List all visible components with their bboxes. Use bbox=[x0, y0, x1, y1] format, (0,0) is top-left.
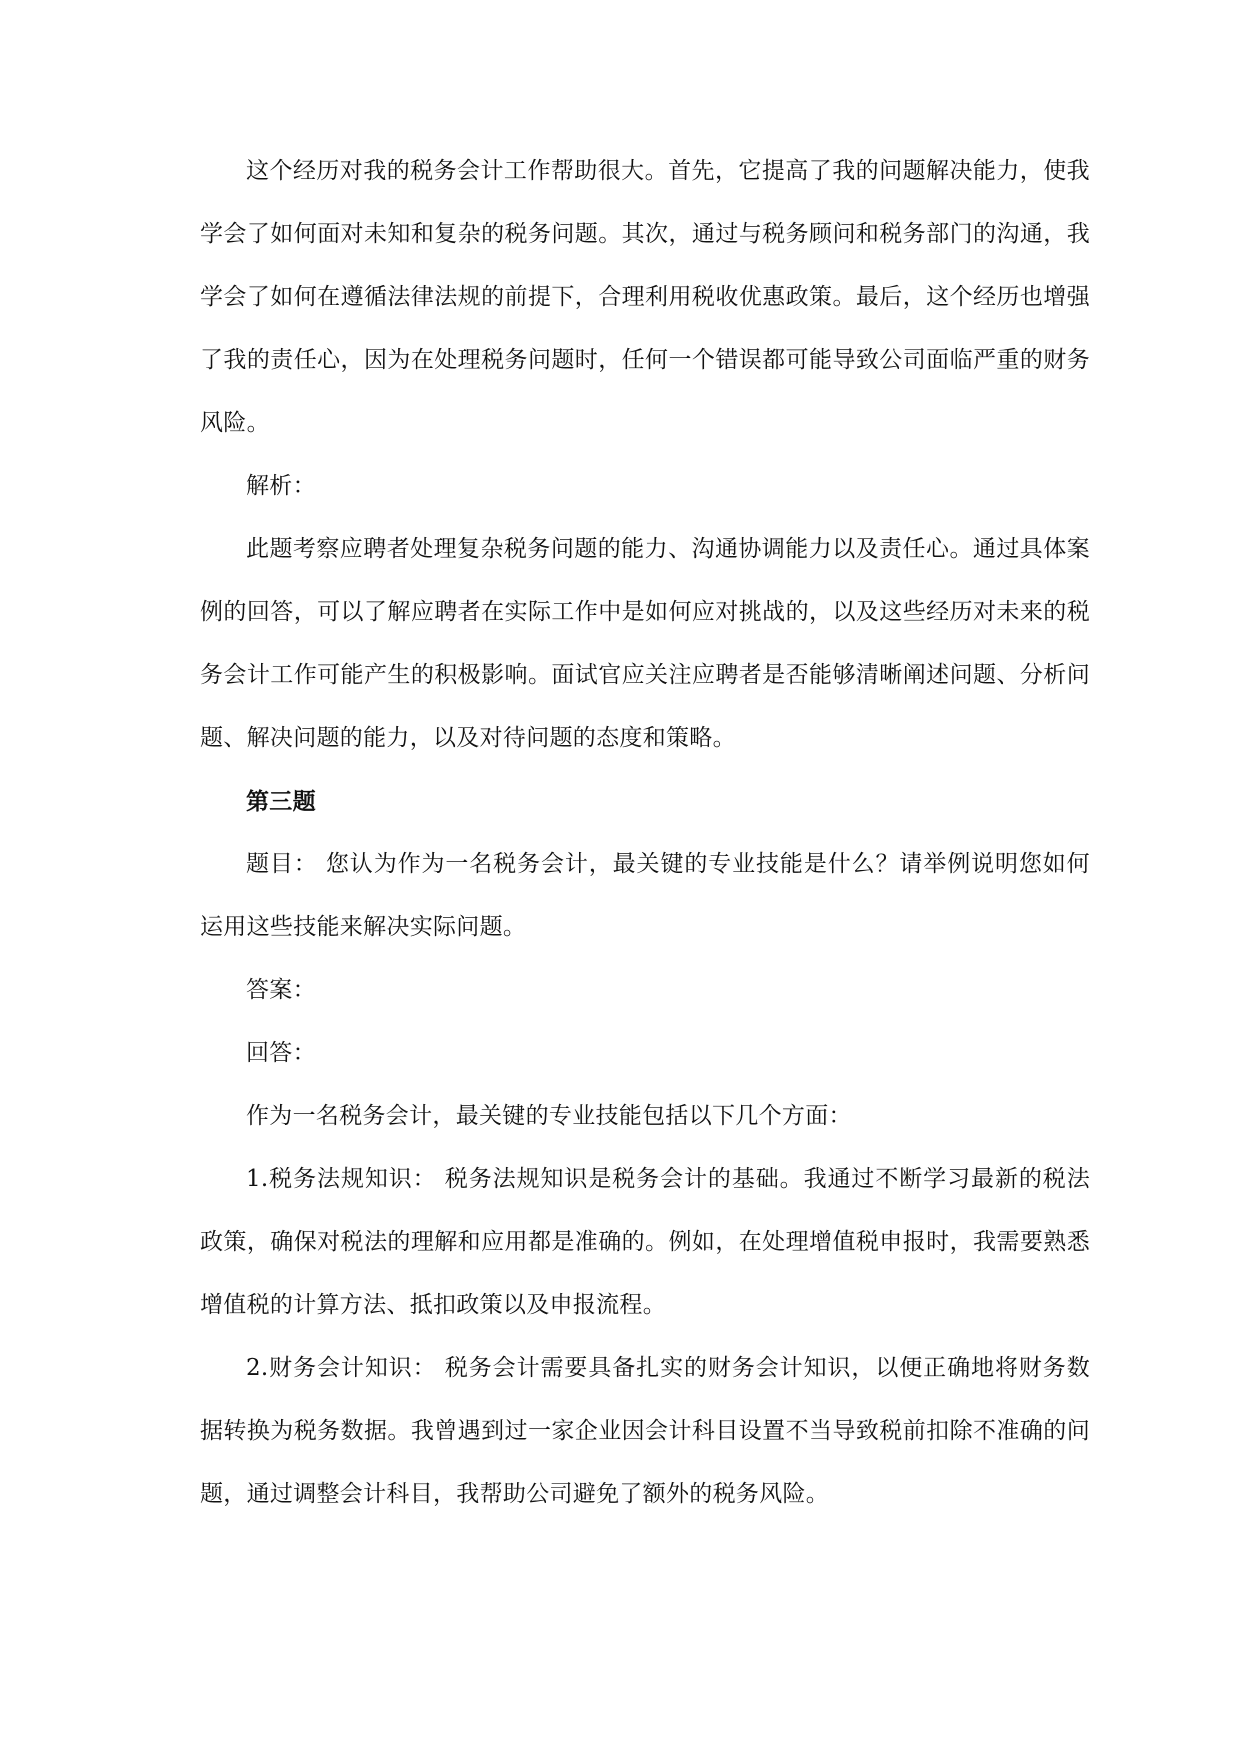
paragraph-response-label: 回答： bbox=[246, 1040, 316, 1066]
paragraph-skills-intro: 作为一名税务会计，最关键的专业技能包括以下几个方面： bbox=[246, 1103, 852, 1129]
paragraph-financial-accounting-knowledge: 2.财务会计知识： 税务会计需要具备扎实的财务会计知识，以便正确地将财务数据转换为税务数据。我曾遇到过一家企业因会计科目设置不当导致税前扣除不准确的问题，通过调整会计科目，我帮助公司避免了额外的税务风险。 bbox=[200, 1355, 1090, 1507]
section-heading-question-three: 第三题 bbox=[246, 788, 316, 815]
paragraph-analysis-label: 解析： bbox=[246, 473, 316, 499]
paragraph-question: 题目： 您认为作为一名税务会计，最关键的专业技能是什么？请举例说明您如何运用这些技能来解决实际问题。 bbox=[200, 851, 1090, 940]
paragraph-experience-benefit: 这个经历对我的税务会计工作帮助很大。首先，它提高了我的问题解决能力，使我学会了如何面对未知和复杂的税务问题。其次，通过与税务顾问和税务部门的沟通，我学会了如何在遵循法律法规的前提下，合理利用税收优惠政策。最后，这个经历也增强了我的责任心，因为在处理税务问题时，任何一个错误都可能导致公司面临严重的财务风险。 bbox=[200, 158, 1090, 436]
document-body bbox=[200, 140, 1090, 1526]
paragraph-analysis: 此题考察应聘者处理复杂税务问题的能力、沟通协调能力以及责任心。通过具体案例的回答，可以了解应聘者在实际工作中是如何应对挑战的，以及这些经历对未来的税务会计工作可能产生的积极影响。面试官应关注应聘者是否能够清晰阐述问题、分析问题、解决问题的能力，以及对待问题的态度和策略。 bbox=[200, 536, 1090, 751]
paragraph-answer-label: 答案： bbox=[246, 977, 316, 1003]
paragraph-tax-law-knowledge: 1.税务法规知识： 税务法规知识是税务会计的基础。我通过不断学习最新的税法政策，确保对税法的理解和应用都是准确的。例如，在处理增值税申报时，我需要熟悉增值税的计算方法、抵扣政策以及申报流程。 bbox=[200, 1166, 1090, 1318]
